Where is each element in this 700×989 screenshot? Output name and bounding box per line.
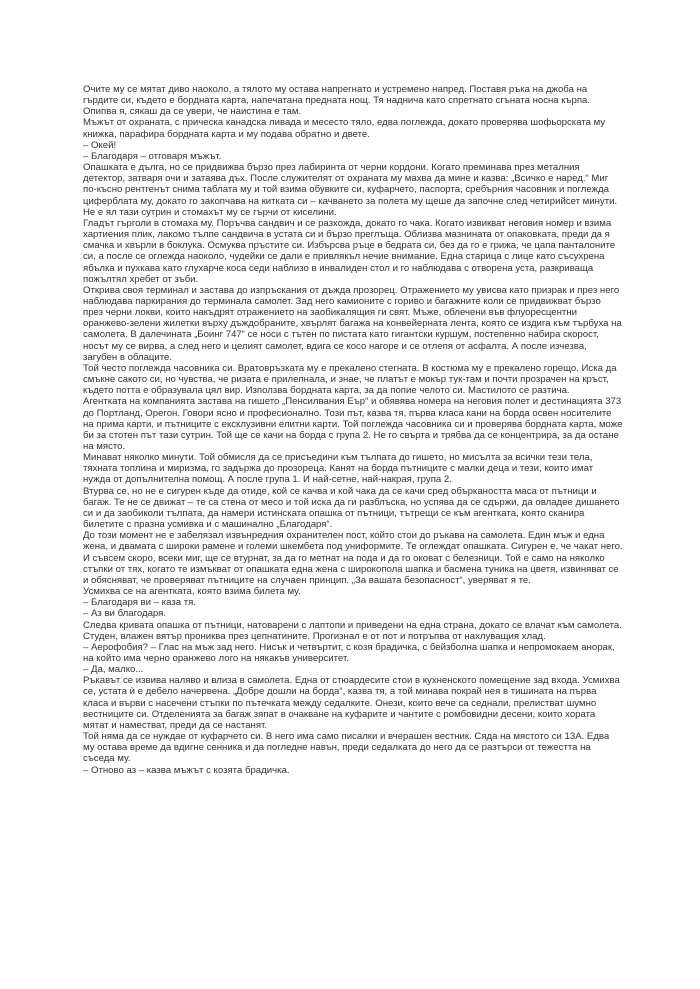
paragraph: Ръкавът се извива наляво и влиза в самолета. Една от стюардесите стои в кухненското помещение зад входа. Усмихва се, устата ѝ е дебело начервена. „Добре дошли на борда“, казва тя, а той минава покрай нея в тишината на първа класа и върви с насечени стъпки по пътечката между седалките. Онези, които вече са седнали, прелистват шумно вестниците си. Отделенията за багаж зяпат в очакване на куфарите и чантите с ромбовидни десени, които хората мятат и наместват, преди да се настанят.: [83, 675, 620, 731]
paragraph: – Аз ви благодаря.: [83, 608, 167, 620]
paragraph: – Благодаря – отговаря мъжът.: [83, 150, 222, 162]
paragraph: Очите му се мятат диво наоколо, а тялото му остава напрегнато и устремено напред. Поставя ръка на джоба на гърдите си, където е бордната карта, напечатана предната нощ. Тя надничa като спретнато сгъната носна кърпа. Опипва я, сякаш да се увери, че наистина е там.: [83, 84, 591, 118]
paragraph: Гладът гърголи в стомаха му. Поръчва сандвич и се разхожда, докато го чака. Когато извикват неговия номер и взима хартиения плик, лакомо тълпе сандвича в устата си и бързо преглъща. Облизва мазнината от опаковката, преди да я смачка и хвърли в боклука. Осмуква пръстите си. Избърсва ръце в бедрата си, без да го е грижа, че цапа панталоните си, а после се оглежда наоколо, чудейки се дали е привлякъл нечие внимание. Една старица с лице като съсухрена ябълка и пухкава като глухарче коса седи наблизо в инвалиден стол и го наблюдава с отворена уста, разкриваща пожълтял хребет от зъби.: [83, 217, 616, 285]
paragraph: – Аерофобия? – Глас на мъж зад него. Нисък и четвъртит, с козя брадичка, с бейзболна шапка и непромокаем анорак, на който има черно оранжево лого на някакъв университет.: [83, 641, 615, 664]
paragraph: – Отново аз – казва мъжът с козята брадичка.: [83, 764, 290, 776]
paragraph: Мъжът от охраната, с прическа канадска ливада и месесто тяло, едва поглежда, докато проверява шофьорската му книжка, парафира бордната карта и му подава обратно и двете.: [83, 117, 606, 140]
paragraph: Втурва се, но не е сигурен къде да отиде, кой се качва и кой чака да се качи сред объркаността маса от пътници и багаж. Те не се движат – те са стена от месо и той иска да ги разблъска, но успява да се сдържи, да овладее дишането си и да заобиколи тълпата, да намери истинската опашка от пътници, тътрещи се към агентката, която сканира билетите с празна усмивка и с машинално „Благодаря“.: [83, 485, 620, 531]
paragraph: Агентката на компанията застава на гишето „Пенсилвания Еър“ и обявява номера на неговия полет и дестинацията 373 до Портланд, Орегон. Говори ясно и професионално. Този път, казва тя, първа класа кани на борда освен носителите на прима карти, и пътниците с ексклузивни елитни карти. Той поглежда часовника си и проверява бордната карта, може би за стотен път тази сутрин. Той ще се качи на борда с група 2. Не го свърта и трябва да се концентрира, за да остане на място.: [83, 396, 623, 452]
paragraph: Той често поглежда часовника си. Вратовръзката му е прекалено стегната. В костюма му е прекалено горещо. Иска да смъкне сакото си, но чувства, че ризата е прилепнала, и знае, че платът е мокър тук-там и почти прозрачен на кръст, където потта е образувала цял вир. Използва бордната карта, за да попие челото си. Мастилото се разтича.: [83, 362, 617, 397]
paragraph: – Благодаря ви – каза тя.: [83, 597, 196, 609]
paragraph: Не е ял тази сутрин и стомахът му се гърчи от киселини.: [83, 206, 337, 218]
paragraph: Усмихва се на агентката, която взима билета му.: [83, 586, 301, 598]
paragraph: – Окей!: [83, 139, 117, 151]
paragraph: Той няма да се нуждае от куфарчето си. В него има само писалки и вчерашен вестник. Сяда на мястото си 13А. Едва му остава време да вдигне сенника и да погледне навън, преди седалката до него да се разтърси от тежестта на съседа му.: [83, 731, 610, 765]
paragraph: – Да, малко...: [83, 664, 144, 676]
paragraph: Следва кривата опашка от пътници, натоварени с лаптопи и приведени на една страна, докато се влачат към самолета. Студен, влажен вятър прониква през цепнатините. Прогизнал е от пот и потръпва от нахлуващия хлад.: [83, 619, 622, 642]
paragraph: Опашката е дълга, но се придвижва бързо през лабиринта от черни кордони. Когато преминава през металния детектор, затваря очи и затаява дъх. После служителят от охраната му махва да мине и казва: „Всичко е наред.“ Миг по-късно рентгенът снима таблата му и той взима обувките си, куфарчето, паспорта, сребърния часовник и поглежда циферблата му, докато го закопчава на китката си – качването за полета му щеше да започне след четирийсет минути.: [83, 162, 618, 207]
document-page: [83, 84, 623, 776]
paragraph: До този момент не е забелязал извънредния охранителен пост, който стои до ръкава на самолета. Един мъж и една жена, и двамата с широки рамене и големи шкембета под униформите. Те оглеждат опашката. Сигурен е, че чакат него. И съвсем скоро, всеки миг, ще се втурнат, за да го метнат на пода и да го оковат с белезници. Той е само на няколко стъпки от тях, когато те измъкват от опашката една жена с широкопола шапка и басмена туника на цветя, извиняват се и обясняват, че проверяват пътниците на случаен принцип. „За вашата безопасност“, уверяват я те.: [83, 530, 623, 586]
paragraph: Открива своя терминал и застава до изпръскания от дъжда прозорец. Отражението му увисва като призрак и през него наблюдава паркирания до терминала самолет. Зад него камионите с гориво и багажните коли се придвижват бързо през черни локви, които накъдрят отражението на заобикалящия ги свят. Мъже, облечени във флуоресцентни оранжево-зелени жилетки върху дъждобраните, хвърлят багажа на конвейерната лента, която се издига към търбуха на самолета. В далечината „Боинг 747“ се носи с тътен по пистата като гигантски куршум, постепенно набира скорост, носът му се вирва, а след него и целият самолет, вдига се косо нагоре и се отлепя от асфалта. А после изчезва, загубен в облаците.: [83, 284, 622, 363]
paragraph: Минават няколко минути. Той обмисля да се присъедини към тълпата до гишето, но мисълта за всички тези тела, тяхната топлина и миризма, го задържа до прозореца. Канят на борда пътниците с малки деца и тези, които имат нужда от допълнителна помощ. А после група 1. И най-сетне, най-накрая, група 2.: [83, 452, 594, 486]
